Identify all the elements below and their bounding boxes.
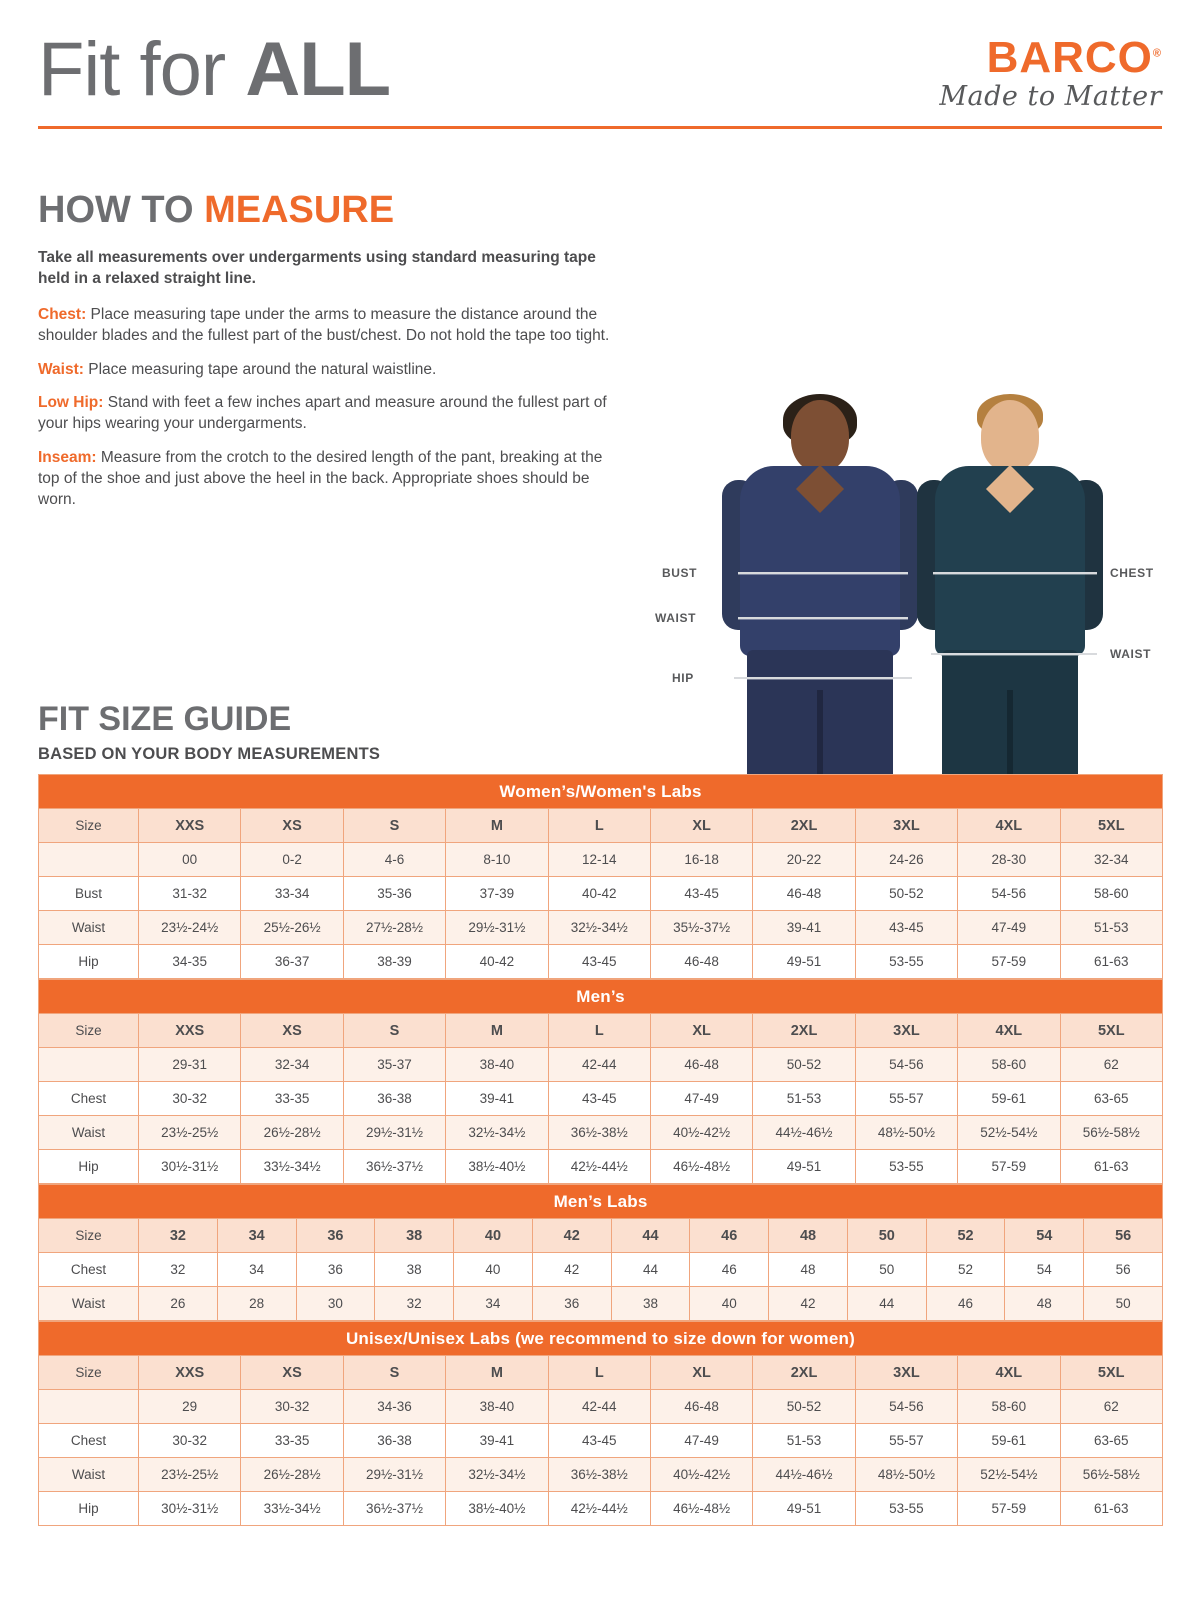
table-row [39,1424,1163,1458]
table-cell: 47-49 [958,911,1060,945]
table-cell: 25½-26½ [241,911,343,945]
table-cell: 58-60 [1060,877,1162,911]
measure-lead-text: Take all measurements over undergarments using standard measuring tape held in a relaxed straight line. [38,249,596,287]
table-cell: 46-48 [650,945,752,979]
table-row-header: Size [39,1014,139,1048]
table-cell: 30-32 [139,1082,241,1116]
table-cell: 33-34 [241,877,343,911]
size-table-band [39,980,1163,1014]
table-cell: 32½-34½ [446,1116,548,1150]
brand-tagline: Made to Matter [939,81,1162,113]
table-cell: 43-45 [855,911,957,945]
table-cell: 34 [217,1253,296,1287]
label-waist-woman: WAIST [655,611,696,625]
table-cell: 61-63 [1060,1150,1163,1184]
table-cell: XS [241,809,343,843]
brand-wordmark: BARCO [986,33,1153,83]
table-cell: 52 [926,1219,1005,1253]
table-cell: 56 [1084,1219,1163,1253]
table-cell: 29 [139,1390,241,1424]
table-cell: 50-52 [855,877,957,911]
label-bust: BUST [662,566,698,580]
table-cell: 50 [1084,1287,1163,1321]
table-cell: 46-48 [650,1048,752,1082]
table-row-header: Chest [39,1424,139,1458]
table-cell: 54 [1005,1253,1084,1287]
table-cell: 30-32 [139,1424,241,1458]
table-cell: 5XL [1060,1014,1163,1048]
table-cell: 28-30 [958,843,1060,877]
measure-item-waist-text: Place measuring tape around the natural waistline. [83,360,437,378]
table-cell: S [343,1356,445,1390]
size-table [38,1184,1163,1321]
table-cell: 57-59 [958,945,1060,979]
table-cell: 50-52 [753,1048,855,1082]
table-cell: 42 [532,1253,611,1287]
table-cell: 29½-31½ [343,1458,445,1492]
table-cell: 54-56 [958,877,1060,911]
table-cell: 44 [847,1287,926,1321]
table-cell: 61-63 [1060,1492,1162,1526]
table-cell: 40½-42½ [650,1458,752,1492]
table-cell: 46 [926,1287,1005,1321]
table-row [39,1458,1163,1492]
table-cell: 50-52 [753,1390,855,1424]
table-cell: 40 [454,1253,533,1287]
table-cell: 38½-40½ [446,1492,548,1526]
table-cell: 36 [296,1219,375,1253]
waist-line [931,653,1097,655]
table-cell: L [548,809,650,843]
table-cell: XL [650,809,752,843]
table-cell: 40-42 [446,945,548,979]
table-cell: 48½-50½ [855,1116,957,1150]
table-cell: S [343,809,445,843]
table-cell: 2XL [753,1014,855,1048]
table-cell: 43-45 [650,877,752,911]
table-cell: XL [650,1014,752,1048]
table-cell: 51-53 [753,1424,855,1458]
table-cell: 43-45 [548,945,650,979]
table-cell: 57-59 [958,1150,1060,1184]
table-cell: 46½-48½ [650,1150,752,1184]
measure-item-lowhip [38,392,618,435]
table-cell: 49-51 [753,1150,855,1184]
table-cell: 46-48 [650,1390,752,1424]
registered-mark-icon: ® [1152,47,1162,60]
table-cell: XXS [139,1356,241,1390]
table-cell: 32½-34½ [446,1458,548,1492]
fit-size-guide-subtitle: BASED ON YOUR BODY MEASUREMENTS [38,745,381,763]
table-cell: 4XL [958,809,1060,843]
table-cell: XXS [139,1014,241,1048]
table-cell: 34 [454,1287,533,1321]
label-waist-man: WAIST [1110,647,1151,661]
page-title-light: Fit for [38,27,246,112]
table-row [39,1253,1163,1287]
measure-item-waist-label: Waist: [38,360,84,378]
table-cell: 44 [611,1253,690,1287]
header-divider [38,126,1162,129]
table-row [39,1082,1163,1116]
table-cell: 32½-34½ [548,911,650,945]
table-cell: 4XL [958,1014,1060,1048]
table-cell: 40-42 [548,877,650,911]
hip-line [734,677,912,679]
table-row-header: Waist [39,1287,139,1321]
bust-line [738,572,908,574]
table-row [39,1287,1163,1321]
table-cell: 44 [611,1219,690,1253]
table-cell: 48½-50½ [855,1458,957,1492]
table-cell: 33-35 [241,1424,343,1458]
head-shape [791,400,849,472]
fit-size-guide-title: FIT SIZE GUIDE [38,700,292,738]
table-cell: 58-60 [958,1390,1060,1424]
table-cell: 59-61 [958,1424,1060,1458]
table-cell: 46 [690,1253,769,1287]
table-cell: 44½-46½ [753,1458,855,1492]
measure-item-chest [38,304,618,347]
table-cell: 36-38 [343,1082,445,1116]
table-cell: 29½-31½ [343,1116,445,1150]
table-cell: 31-32 [139,877,241,911]
table-cell: 35½-37½ [650,911,752,945]
table-cell: 20-22 [753,843,855,877]
table-row-header: Hip [39,945,139,979]
table-row [39,809,1163,843]
table-cell: L [548,1356,650,1390]
table-row-header: Size [39,1356,139,1390]
table-cell: 38½-40½ [446,1150,548,1184]
table-cell: 48 [769,1219,848,1253]
table-row [39,1492,1163,1526]
head-shape [981,400,1039,472]
table-cell: 33½-34½ [241,1150,343,1184]
table-cell: 42-44 [548,1390,650,1424]
table-row-header [39,1390,139,1424]
table-cell: 42 [769,1287,848,1321]
table-cell: 56 [1084,1253,1163,1287]
table-cell: 36-37 [241,945,343,979]
table-row-header: Waist [39,911,139,945]
table-cell: 63-65 [1060,1424,1162,1458]
table-cell: 38-39 [343,945,445,979]
table-cell: 3XL [855,809,957,843]
size-table-band [39,775,1163,809]
table-row-header: Size [39,1219,139,1253]
table-cell: 39-41 [446,1082,548,1116]
table-cell: XS [241,1014,343,1048]
table-cell: 38 [375,1219,454,1253]
table-cell: 23½-25½ [139,1458,241,1492]
table-cell: 36 [296,1253,375,1287]
table-cell: XXS [139,809,241,843]
table-cell: 32 [375,1287,454,1321]
table-cell: S [343,1014,445,1048]
table-cell: 37-39 [446,877,548,911]
table-cell: 26 [139,1287,218,1321]
table-cell: 23½-25½ [139,1116,241,1150]
table-row [39,1014,1163,1048]
table-cell: 23½-24½ [139,911,241,945]
table-cell: 38 [611,1287,690,1321]
table-cell: 62 [1060,1048,1163,1082]
table-cell: 0-2 [241,843,343,877]
table-cell: 36½-37½ [343,1492,445,1526]
table-cell: 51-53 [753,1082,855,1116]
measure-item-inseam-text: Measure from the crotch to the desired length of the pant, breaking at the top of the shoe and just above the heel in the back. Appropriate shoes should be worn. [38,448,603,509]
table-cell: 36-38 [343,1424,445,1458]
table-cell: 12-14 [548,843,650,877]
heading-accent: MEASURE [204,189,395,231]
table-row [39,1390,1163,1424]
table-cell: XS [241,1356,343,1390]
fit-size-guide-section [38,700,1162,1526]
size-table-band [39,1322,1163,1356]
measure-item-inseam [38,447,618,511]
size-table-band-label: Men’s Labs [39,1185,1163,1219]
label-hip: HIP [672,671,694,685]
table-cell: 42 [532,1219,611,1253]
size-table [38,1321,1163,1526]
measure-item-chest-text: Place measuring tape under the arms to measure the distance around the shoulder blades and the fullest part of the bust/chest. Do not hold the tape too tight. [38,305,610,345]
size-tables-container [38,774,1162,1526]
table-cell: M [446,809,548,843]
table-cell: 30 [296,1287,375,1321]
table-cell: 38 [375,1253,454,1287]
table-cell: 56½-58½ [1060,1458,1162,1492]
table-cell: 36½-37½ [343,1150,445,1184]
table-cell: 35-37 [343,1048,445,1082]
table-cell: 42½-44½ [548,1492,650,1526]
table-cell: 5XL [1060,1356,1162,1390]
table-cell: 61-63 [1060,945,1162,979]
measure-item-inseam-label: Inseam: [38,448,97,466]
heading-plain: HOW TO [38,189,205,231]
table-cell: 32-34 [241,1048,343,1082]
how-to-measure-section [38,189,618,511]
table-cell: 42½-44½ [548,1150,650,1184]
table-cell: 30½-31½ [139,1150,241,1184]
table-row [39,1219,1163,1253]
table-row-header: Hip [39,1150,139,1184]
size-table-band-label: Men’s [39,980,1163,1014]
table-cell: 46½-48½ [650,1492,752,1526]
table-cell: 57-59 [958,1492,1060,1526]
table-cell: 53-55 [855,1150,957,1184]
label-chest: CHEST [1110,566,1154,580]
waist-line [738,617,908,619]
table-cell: 43-45 [548,1082,650,1116]
table-cell: 29½-31½ [446,911,548,945]
brand-name [986,33,1162,83]
table-cell: 52 [926,1253,1005,1287]
table-cell: 39-41 [446,1424,548,1458]
table-cell: 30½-31½ [139,1492,241,1526]
table-cell: 46 [690,1219,769,1253]
table-row [39,945,1163,979]
table-cell: 34-35 [139,945,241,979]
table-cell: 32 [139,1253,218,1287]
brand-logo [939,33,1162,118]
table-cell: 33-35 [241,1082,343,1116]
table-cell: 2XL [753,809,855,843]
table-cell: 48 [769,1253,848,1287]
table-cell: 36½-38½ [548,1458,650,1492]
table-cell: 28 [217,1287,296,1321]
table-cell: 2XL [753,1356,855,1390]
table-cell: 63-65 [1060,1082,1163,1116]
size-table-band [39,1185,1163,1219]
table-cell: 30-32 [241,1390,343,1424]
how-to-measure-heading [38,189,618,232]
table-cell: 4-6 [343,843,445,877]
table-cell: 59-61 [958,1082,1060,1116]
table-cell: 43-45 [548,1424,650,1458]
table-row-header: Bust [39,877,139,911]
table-row-header: Size [39,809,139,843]
table-cell: 54-56 [855,1048,957,1082]
table-cell: 29-31 [139,1048,241,1082]
table-cell: 53-55 [855,1492,957,1526]
table-cell: 52½-54½ [958,1116,1060,1150]
chest-line [933,572,1097,574]
table-row [39,1356,1163,1390]
table-cell: 44½-46½ [753,1116,855,1150]
table-row-header: Waist [39,1116,139,1150]
table-cell: 36 [532,1287,611,1321]
table-cell: 40½-42½ [650,1116,752,1150]
table-cell: 40 [690,1287,769,1321]
table-cell: 34 [217,1219,296,1253]
table-row [39,1116,1163,1150]
table-cell: 47-49 [650,1424,752,1458]
table-cell: 40 [454,1219,533,1253]
table-row [39,911,1163,945]
measure-item-lowhip-text: Stand with feet a few inches apart and measure around the fullest part of your hips wearing your undergarments. [38,393,607,433]
table-cell: 54-56 [855,1390,957,1424]
table-cell: 49-51 [753,1492,855,1526]
table-cell: 3XL [855,1014,957,1048]
table-cell: 50 [847,1253,926,1287]
table-cell: 46-48 [753,877,855,911]
table-cell: 3XL [855,1356,957,1390]
table-cell: 49-51 [753,945,855,979]
table-row-header: Chest [39,1253,139,1287]
table-cell: 50 [847,1219,926,1253]
table-cell: 35-36 [343,877,445,911]
table-cell: 58-60 [958,1048,1060,1082]
table-cell: 48 [1005,1287,1084,1321]
measure-item-lowhip-label: Low Hip: [38,393,104,411]
table-cell: 36½-38½ [548,1116,650,1150]
size-table [38,979,1163,1184]
table-cell: 16-18 [650,843,752,877]
table-cell: 32 [139,1219,218,1253]
table-cell: L [548,1014,650,1048]
measure-item-chest-label: Chest: [38,305,87,323]
table-cell: 33½-34½ [241,1492,343,1526]
table-cell: XL [650,1356,752,1390]
page-header [38,0,1162,118]
table-cell: 27½-28½ [343,911,445,945]
table-row [39,877,1163,911]
size-table-band-label: Unisex/Unisex Labs (we recommend to size down for women) [39,1322,1163,1356]
table-row-header [39,1048,139,1082]
table-cell: 8-10 [446,843,548,877]
table-cell: 00 [139,843,241,877]
table-cell: 32-34 [1060,843,1162,877]
table-cell: 39-41 [753,911,855,945]
table-row [39,1048,1163,1082]
table-cell: 42-44 [548,1048,650,1082]
table-row-header: Chest [39,1082,139,1116]
table-cell: 38-40 [446,1390,548,1424]
table-cell: 4XL [958,1356,1060,1390]
size-table [38,774,1163,979]
table-row-header [39,843,139,877]
table-row-header: Waist [39,1458,139,1492]
table-cell: M [446,1014,548,1048]
table-cell: 53-55 [855,945,957,979]
table-cell: 62 [1060,1390,1162,1424]
table-cell: 52½-54½ [958,1458,1060,1492]
table-cell: 55-57 [855,1082,957,1116]
page-title [38,27,391,118]
size-table-band-label: Women’s/Women's Labs [39,775,1163,809]
table-cell: 26½-28½ [241,1458,343,1492]
table-cell: 47-49 [650,1082,752,1116]
page-title-bold: ALL [245,27,391,112]
table-cell: 51-53 [1060,911,1162,945]
table-cell: 5XL [1060,809,1162,843]
table-cell: 24-26 [855,843,957,877]
table-row-header: Hip [39,1492,139,1526]
table-cell: 55-57 [855,1424,957,1458]
table-cell: 38-40 [446,1048,548,1082]
table-cell: 54 [1005,1219,1084,1253]
measure-item-waist [38,359,618,380]
table-cell: M [446,1356,548,1390]
table-row [39,843,1163,877]
table-row [39,1150,1163,1184]
table-cell: 56½-58½ [1060,1116,1163,1150]
table-cell: 34-36 [343,1390,445,1424]
table-cell: 26½-28½ [241,1116,343,1150]
